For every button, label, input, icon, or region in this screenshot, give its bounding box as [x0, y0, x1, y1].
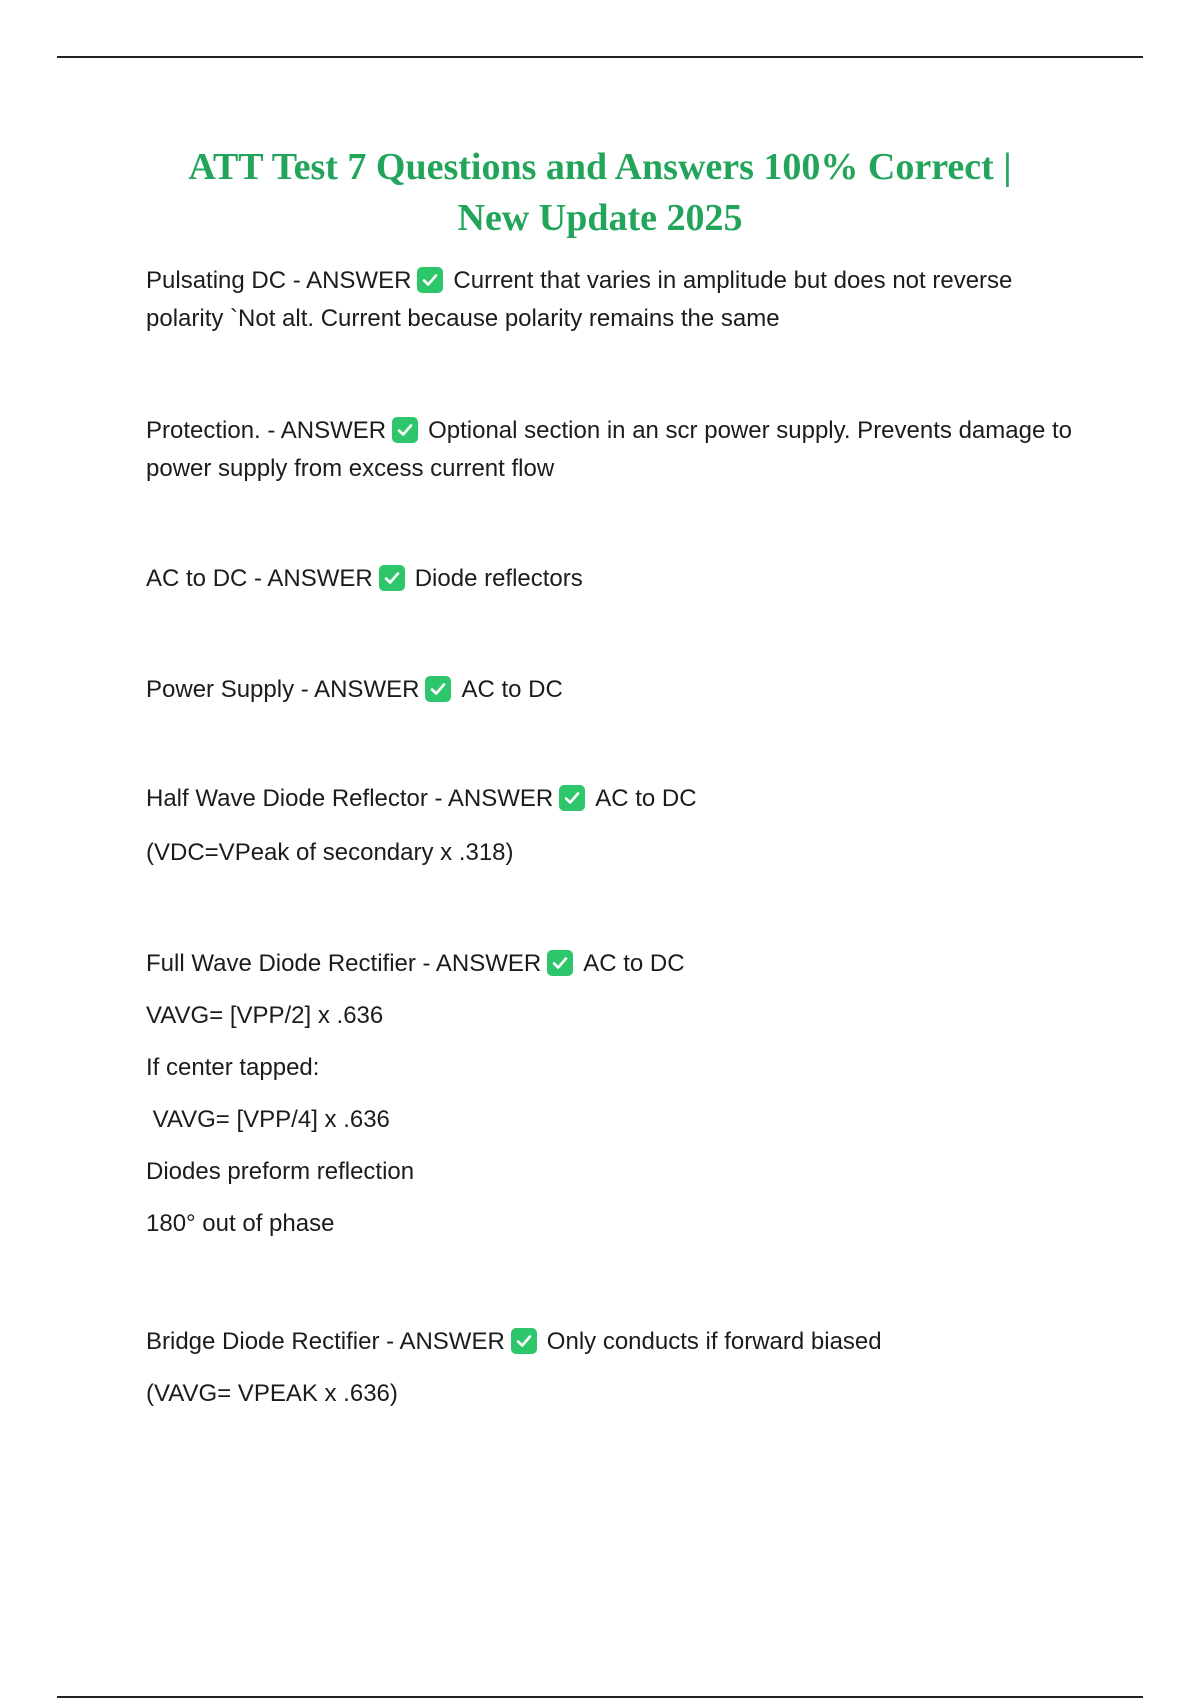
top-rule [57, 56, 1143, 58]
qa-line [146, 1323, 1086, 1361]
check-mark-icon [425, 676, 451, 702]
qa-item [146, 1323, 1086, 1413]
note-line: If center tapped: [146, 1054, 320, 1081]
answer-label: ANSWER [435, 950, 542, 977]
note-line: 180° out of phase [146, 1210, 335, 1237]
qa-item [146, 780, 1086, 872]
formula-line: VAVG= [VPP/2] x .636 [146, 1002, 384, 1029]
note-line: Diodes preform reflection [146, 1158, 415, 1185]
answer-text: AC to DC [461, 676, 563, 703]
check-mark-icon [379, 565, 405, 591]
term-text: Full Wave Diode Rectifier - [146, 950, 436, 977]
formula-line: (VAVG= VPEAK x .636) [146, 1380, 398, 1407]
check-mark-icon [559, 785, 585, 811]
qa-line [146, 560, 1086, 598]
term-text: Power Supply - [146, 676, 315, 703]
qa-line [146, 671, 1086, 709]
answer-text: Diode reflectors [414, 565, 583, 592]
answer-text: Optional section in an scr power supply. Prevents damage to power supply from excess current flow [146, 417, 1079, 482]
bottom-rule [57, 1696, 1143, 1698]
formula-line: (VDC=VPeak of secondary x .318) [146, 839, 514, 866]
answer-label: ANSWER [399, 1328, 505, 1355]
term-text: Bridge Diode Rectifier - [146, 1328, 400, 1355]
formula-line: VAVG= [VPP/4] x .636 [146, 1106, 390, 1133]
check-mark-icon [547, 950, 573, 976]
answer-text: Current that varies in amplitude but does not reverse polarity `Not alt. Current because polarity remains the same [146, 267, 1020, 332]
title-line-2: New Update 2025 [457, 197, 743, 239]
answer-label: ANSWER [306, 267, 412, 294]
qa-line [146, 945, 1086, 983]
answer-text: AC to DC [595, 785, 697, 812]
page-title [120, 142, 1080, 244]
term-text: Pulsating DC - [146, 267, 307, 294]
qa-item [146, 671, 1086, 709]
term-text: Half Wave Diode Reflector - [146, 785, 448, 812]
check-mark-icon [392, 417, 418, 443]
term-text: Protection. - [146, 417, 281, 444]
answer-label: ANSWER [447, 785, 554, 812]
check-mark-icon [417, 267, 443, 293]
term-text: AC to DC - [146, 565, 268, 592]
qa-line [146, 262, 1086, 338]
qa-item [146, 262, 1086, 338]
title-line-1: ATT Test 7 Questions and Answers 100% Correct | [188, 146, 1012, 188]
qa-item [146, 945, 1086, 1243]
answer-text: Only conducts if forward biased [546, 1328, 882, 1355]
qa-item [146, 412, 1086, 488]
answer-text: AC to DC [583, 950, 685, 977]
answer-label: ANSWER [280, 417, 387, 444]
check-mark-icon [511, 1328, 537, 1354]
qa-line [146, 412, 1086, 488]
qa-line [146, 780, 1086, 818]
answer-label: ANSWER [314, 676, 420, 703]
qa-item [146, 560, 1086, 598]
answer-label: ANSWER [267, 565, 373, 592]
